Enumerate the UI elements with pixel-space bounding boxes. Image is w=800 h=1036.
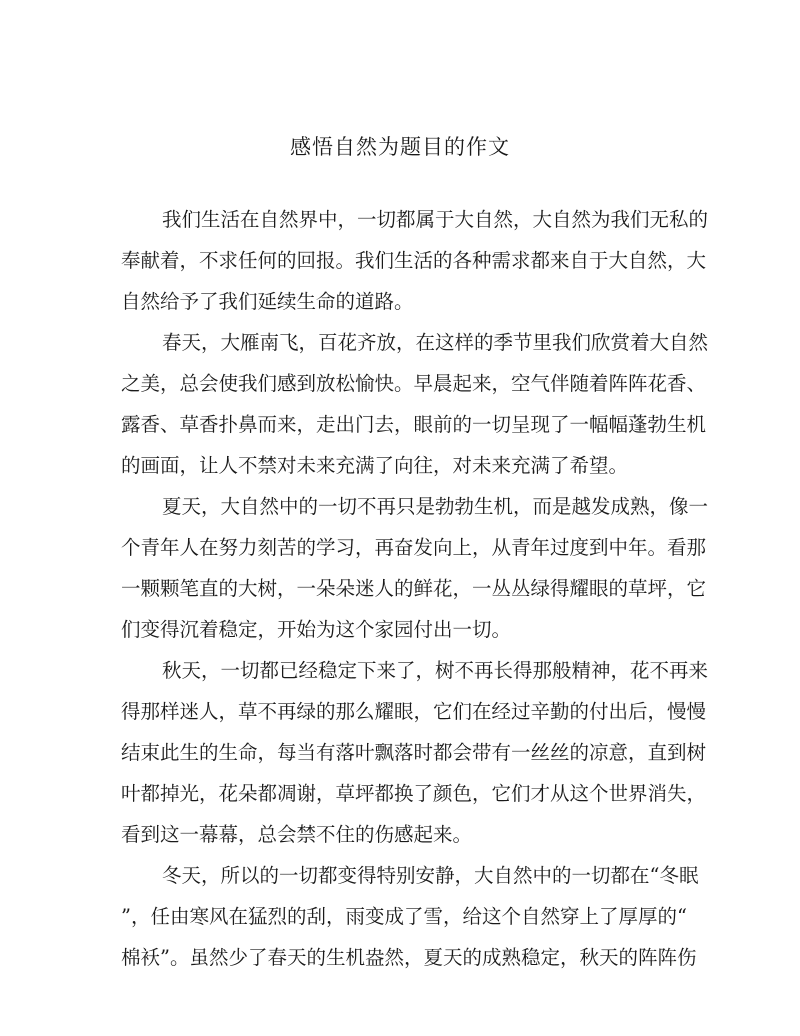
essay-title: 感悟自然为题目的作文 (290, 135, 510, 159)
paragraph-3-line-4: 们变得沉着稳定，开始为这个家园付出一切。 (121, 618, 512, 641)
paragraph-2-line-3: 露香、草香扑鼻而来，走出门去，眼前的一切呈现了一幅幅蓬勃生机 (121, 413, 707, 436)
paragraph-5-line-1: 冬天，所以的一切都变得特别安静，大自然中的一切都在“冬眠 (162, 864, 699, 887)
paragraph-2-line-4: 的画面，让人不禁对未来充满了向往，对未来充满了希望。 (121, 454, 629, 477)
paragraph-1-line-3: 自然给予了我们延续生命的道路。 (121, 290, 414, 313)
paragraph-2-line-1: 春天，大雁南飞，百花齐放，在这样的季节里我们欣赏着大自然 (162, 331, 709, 354)
paragraph-2-line-2: 之美，总会使我们感到放松愉快。早晨起来，空气伴随着阵阵花香、 (121, 372, 707, 395)
paragraph-4-line-4: 叶都掉光，花朵都凋谢，草坪都换了颜色，它们才从这个世界消失， (121, 782, 707, 805)
paragraph-4-line-2: 得那样迷人，草不再绿的那么耀眼，它们在经过辛勤的付出后，慢慢 (121, 700, 707, 723)
paragraph-4-line-5: 看到这一幕幕，总会禁不住的伤感起来。 (121, 823, 473, 846)
paragraph-5-line-2: ”，任由寒风在猛烈的刮，雨变成了雪，给这个自然穿上了厚厚的“ (121, 905, 687, 928)
paragraph-5-line-3: 棉袄”。虽然少了春天的生机盎然，夏天的成熟稳定，秋天的阵阵伤 (121, 946, 697, 969)
paragraph-4-line-3: 结束此生的生命，每当有落叶飘落时都会带有一丝丝的凉意，直到树 (121, 741, 707, 764)
paragraph-3-line-2: 个青年人在努力刻苦的学习，再奋发向上，从青年过度到中年。看那 (121, 536, 707, 559)
paragraph-1-line-1: 我们生活在自然界中，一切都属于大自然，大自然为我们无私的 (162, 208, 709, 231)
paragraph-3-line-3: 一颗颗笔直的大树，一朵朵迷人的鲜花，一丛丛绿得耀眼的草坪，它 (121, 577, 707, 600)
paragraph-1-line-2: 奉献着，不求任何的回报。我们生活的各种需求都来自于大自然，大 (121, 249, 707, 272)
paragraph-4-line-1: 秋天，一切都已经稳定下来了，树不再长得那般精神，花不再来 (162, 659, 709, 682)
paragraph-3-line-1: 夏天，大自然中的一切不再只是勃勃生机，而是越发成熟，像一 (162, 495, 709, 518)
